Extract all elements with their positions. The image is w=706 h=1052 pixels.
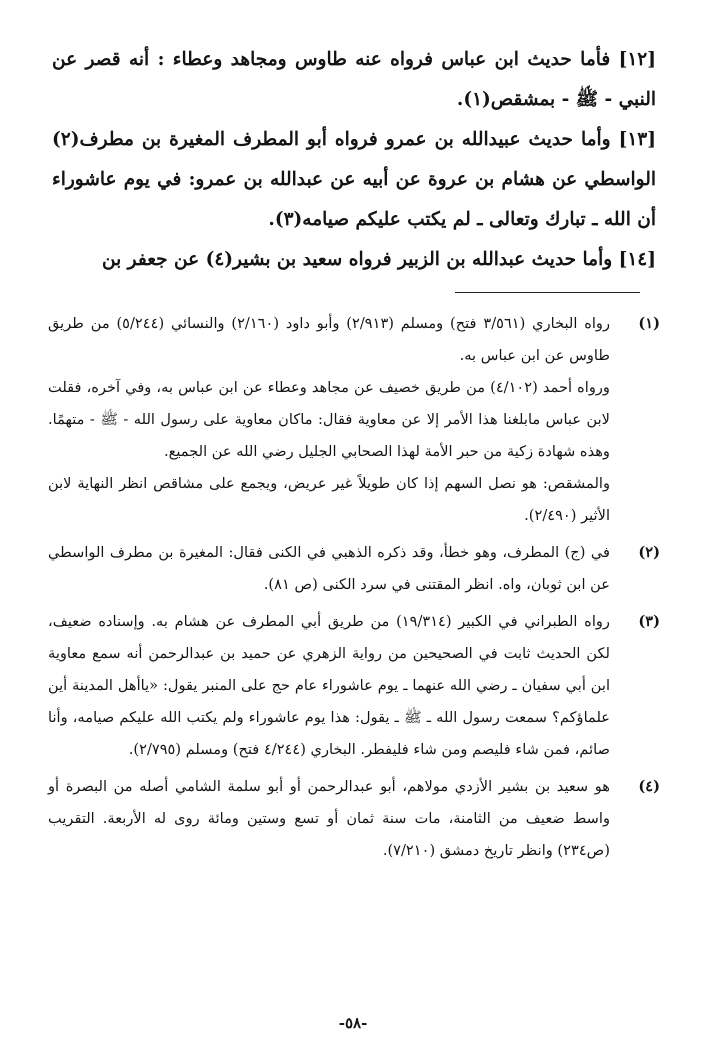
- footnote-number: (٤): [638, 778, 660, 795]
- footnote-separator: [455, 292, 640, 293]
- footnote-number: (١): [638, 315, 660, 332]
- footnote-paragraph: في (ج) المطرف، وهو خطأ، وقد ذكره الذهبي في الكنى فقال: المغيرة بن مطرف الواسطي عن ابن ثوبان، واه. انظر المقتنى في سرد الكنى (ص ٨١).: [48, 544, 610, 593]
- footnote-paragraph: رواه الطبراني في الكبير (١٩/٣١٤) من طريق أبي المطرف عن هشام به. وإسناده ضعيف، لكن الحديث ثابت في الصحيحين من رواية الزهري عن حميد بن عبدالرحمن أنه سمع معاوية ابن أبي سفيان ـ رضي الله عنهما ـ يوم عاشوراء عام حج على المنبر يقول: «ياأهل المدينة أين علماؤكم؟ سمعت رسول الله ـ ﷺ ـ يقول: هذا يوم عاشوراء ولم يكتب الله عليكم صيامه، وأنا صائم، فمن شاء فليصم ومن شاء فليفطر. البخاري (٤/٢٤٤ فتح) ومسلم (٢/٧٩٥).: [48, 613, 610, 758]
- paragraph-hadith-13: [١٣] وأما حديث عبيدالله بن عمرو فرواه أبو المطرف المغيرة بن مطرف(٢) الواسطي عن هشام بن عروة عن أبيه عن عبدالله بن عمرو: في يوم عاشوراء أن الله ـ تبارك وتعالى ـ لم يكتب عليكم صيامه(٣).: [52, 129, 656, 230]
- footnote-paragraph: ورواه أحمد (٤/١٠٢) من طريق خصيف عن مجاهد وعطاء عن ابن عباس به، وفي آخره، فقلت لابن عباس مابلغنا هذا الأمر إلا عن معاوية فقال: ماكان معاوية على رسول الله - ﷺ - متهمًا. وهذه شهادة زكية من حبر الأمة لهذا الصحابي الجليل رضي الله عن الجميع.: [48, 379, 610, 460]
- page-number: -٥٨-: [338, 1014, 368, 1032]
- footnote-2: [48, 537, 660, 601]
- footnote-paragraph: هو سعيد بن بشير الأزدي مولاهم، أبو عبدالرحمن أو أبو سلمة الشامي أصله من البصرة أو واسط ضعيف من الثامنة، مات سنة ثمان أو تسع وستين ومائة روى له الأربعة. التقريب (ص٢٣٤) وانظر تاريخ دمشق (٧/٢١٠).: [48, 778, 610, 859]
- footnotes-section: [48, 308, 660, 872]
- footnote-paragraph: والمشقص: هو نصل السهم إذا كان طويلاً غير عريض، ويجمع على مشاقص انظر النهاية لابن الأثير (٢/٤٩٠).: [48, 475, 610, 524]
- footnote-number: (٢): [638, 544, 660, 561]
- footnote-3: [48, 606, 660, 766]
- footnote-4: [48, 771, 660, 867]
- paragraph-hadith-14: [١٤] وأما حديث عبدالله بن الزبير فرواه سعيد بن بشير(٤) عن جعفر بن: [101, 249, 656, 270]
- footnote-paragraph: رواه البخاري (٣/٥٦١ فتح) ومسلم (٢/٩١٣) وأبو داود (٢/١٦٠) والنسائي (٥/٢٤٤) من طريق طاوس عن ابن عباس به.: [48, 315, 610, 364]
- footnote-number: (٣): [638, 613, 660, 630]
- main-text-body: [52, 40, 656, 280]
- paragraph-hadith-12: [١٢] فأما حديث ابن عباس فرواه عنه طاوس ومجاهد وعطاء : أنه قصر عن النبي - ﷺ - بمشقص(١).: [52, 49, 656, 110]
- footnote-1: [48, 308, 660, 532]
